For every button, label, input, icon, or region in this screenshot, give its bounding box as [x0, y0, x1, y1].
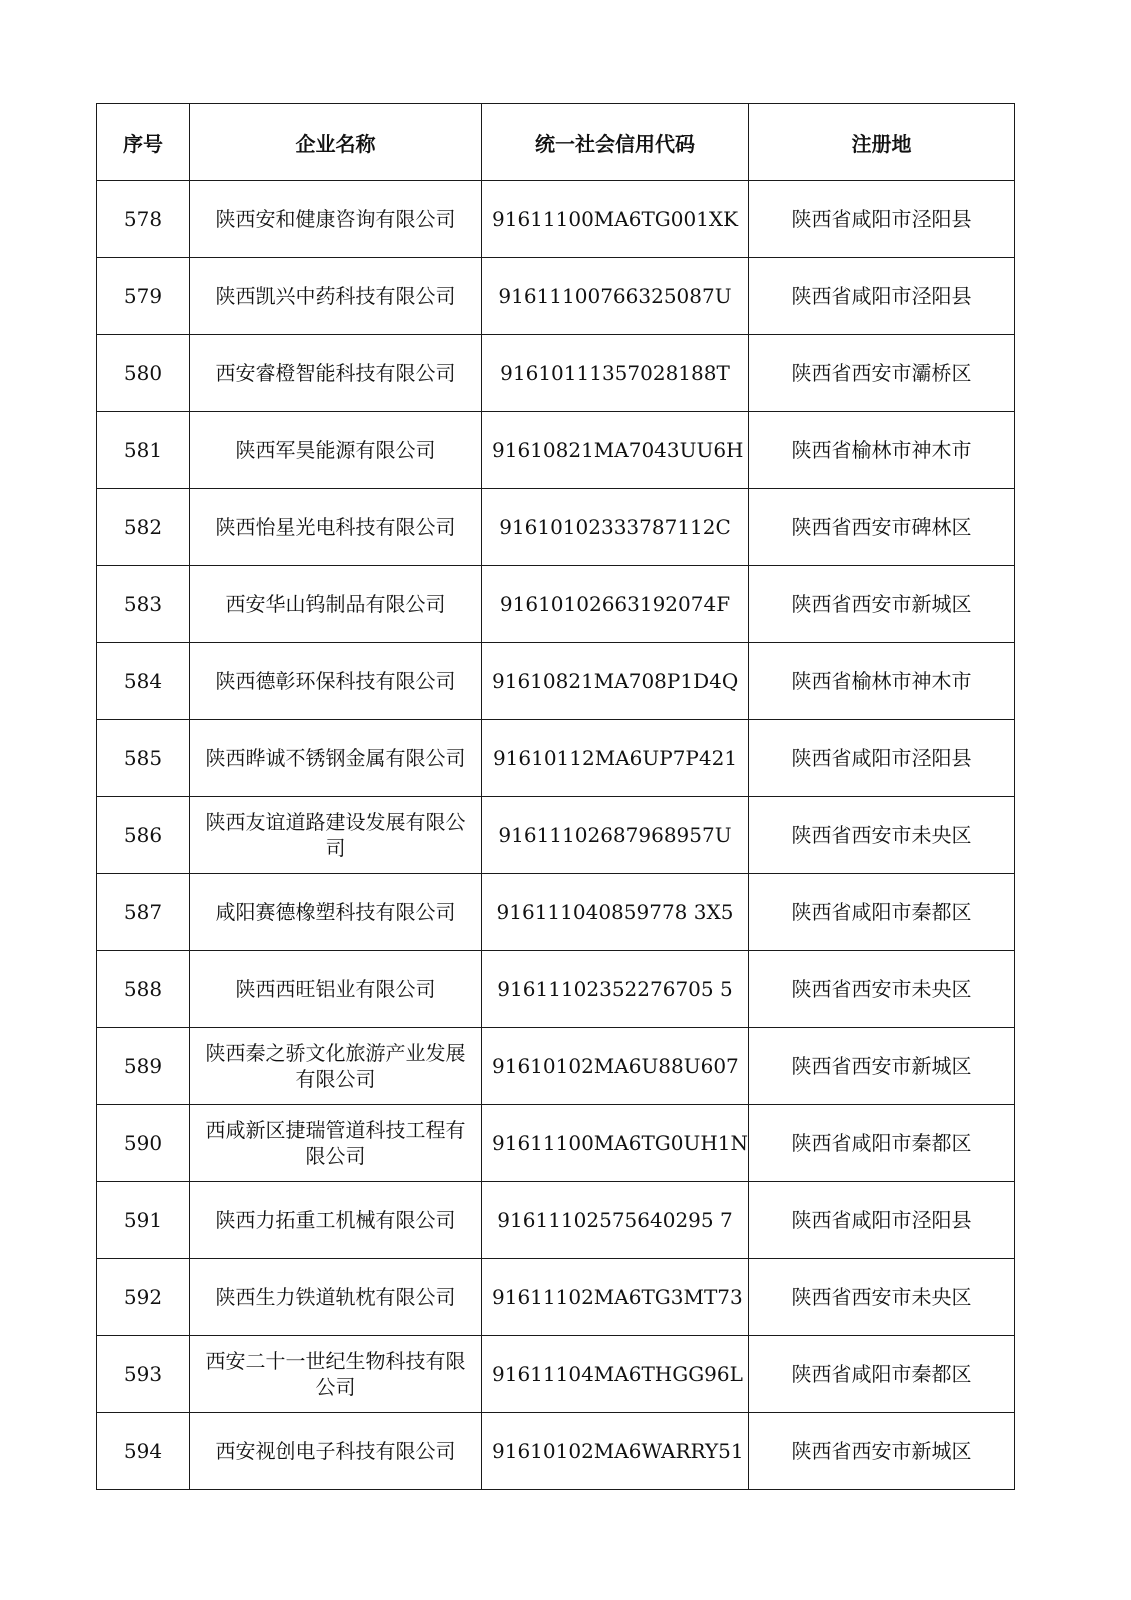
registered-place-cell: 陕西省咸阳市泾阳县	[749, 720, 1015, 797]
credit-code-cell: 91611100766325087U	[482, 258, 749, 335]
table-row	[97, 566, 1015, 643]
table-row	[97, 335, 1015, 412]
company-name-cell: 西咸新区捷瑞管道科技工程有限公司	[190, 1105, 482, 1182]
serial-number-cell: 581	[97, 412, 190, 489]
registered-place-cell: 陕西省咸阳市秦都区	[749, 874, 1015, 951]
credit-code-cell: 91610821MA7043UU6H	[482, 412, 749, 489]
serial-number-cell: 584	[97, 643, 190, 720]
serial-number-cell: 590	[97, 1105, 190, 1182]
table-row	[97, 797, 1015, 874]
company-name-cell: 陕西军昊能源有限公司	[190, 412, 482, 489]
serial-number-cell: 580	[97, 335, 190, 412]
table-row	[97, 643, 1015, 720]
company-name-cell: 陕西安和健康咨询有限公司	[190, 181, 482, 258]
serial-number-cell: 578	[97, 181, 190, 258]
registered-place-cell: 陕西省西安市未央区	[749, 797, 1015, 874]
credit-code-cell: 91610102MA6U88U607	[482, 1028, 749, 1105]
table-row	[97, 412, 1015, 489]
registered-place-cell: 陕西省西安市新城区	[749, 566, 1015, 643]
serial-number-cell: 583	[97, 566, 190, 643]
table-row	[97, 1259, 1015, 1336]
registered-place-cell: 陕西省西安市新城区	[749, 1413, 1015, 1490]
company-name-cell: 陕西德彰环保科技有限公司	[190, 643, 482, 720]
table-row	[97, 1182, 1015, 1259]
serial-number-cell: 586	[97, 797, 190, 874]
registered-place-cell: 陕西省咸阳市秦都区	[749, 1105, 1015, 1182]
table-row	[97, 720, 1015, 797]
serial-number-cell: 579	[97, 258, 190, 335]
credit-code-cell: 91610102MA6WARRY51	[482, 1413, 749, 1490]
credit-code-cell: 91611102352276705 5	[482, 951, 749, 1028]
table-row	[97, 181, 1015, 258]
registered-place-cell: 陕西省西安市碑林区	[749, 489, 1015, 566]
company-name-cell: 陕西凯兴中药科技有限公司	[190, 258, 482, 335]
table-row	[97, 1336, 1015, 1413]
company-name-cell: 陕西怡星光电科技有限公司	[190, 489, 482, 566]
credit-code-cell: 91610111357028188T	[482, 335, 749, 412]
company-name-cell: 西安睿橙智能科技有限公司	[190, 335, 482, 412]
serial-number-cell: 587	[97, 874, 190, 951]
credit-code-cell: 91611102MA6TG3MT73	[482, 1259, 749, 1336]
company-name-cell: 西安二十一世纪生物科技有限公司	[190, 1336, 482, 1413]
company-name-cell: 陕西晔诚不锈钢金属有限公司	[190, 720, 482, 797]
credit-code-cell: 91610102663192074F	[482, 566, 749, 643]
table-row	[97, 1105, 1015, 1182]
credit-code-cell: 91611102575640295 7	[482, 1182, 749, 1259]
serial-number-cell: 589	[97, 1028, 190, 1105]
credit-code-cell: 91611100MA6TG001XK	[482, 181, 749, 258]
registered-place-cell: 陕西省榆林市神木市	[749, 643, 1015, 720]
header-company-name: 企业名称	[190, 104, 482, 181]
table-row	[97, 951, 1015, 1028]
company-name-cell: 陕西友谊道路建设发展有限公司	[190, 797, 482, 874]
company-name-cell: 陕西力拓重工机械有限公司	[190, 1182, 482, 1259]
company-name-cell: 陕西西旺铝业有限公司	[190, 951, 482, 1028]
registered-place-cell: 陕西省西安市未央区	[749, 1259, 1015, 1336]
enterprise-registry-table	[96, 103, 1015, 1490]
credit-code-cell: 91611102687968957U	[482, 797, 749, 874]
table-row	[97, 1028, 1015, 1105]
credit-code-cell: 91610112MA6UP7P421	[482, 720, 749, 797]
credit-code-cell: 91610102333787112C	[482, 489, 749, 566]
serial-number-cell: 594	[97, 1413, 190, 1490]
serial-number-cell: 582	[97, 489, 190, 566]
header-credit-code: 统一社会信用代码	[482, 104, 749, 181]
registered-place-cell: 陕西省咸阳市泾阳县	[749, 1182, 1015, 1259]
registered-place-cell: 陕西省咸阳市泾阳县	[749, 181, 1015, 258]
company-name-cell: 西安华山钨制品有限公司	[190, 566, 482, 643]
serial-number-cell: 593	[97, 1336, 190, 1413]
serial-number-cell: 585	[97, 720, 190, 797]
header-serial-number: 序号	[97, 104, 190, 181]
company-name-cell: 咸阳赛德橡塑科技有限公司	[190, 874, 482, 951]
credit-code-cell: 91611104MA6THGG96L	[482, 1336, 749, 1413]
credit-code-cell: 916111040859778 3X5	[482, 874, 749, 951]
table-row	[97, 874, 1015, 951]
serial-number-cell: 591	[97, 1182, 190, 1259]
credit-code-cell: 91610821MA708P1D4Q	[482, 643, 749, 720]
company-name-cell: 陕西生力铁道轨枕有限公司	[190, 1259, 482, 1336]
table-row	[97, 1413, 1015, 1490]
company-name-cell: 陕西秦之骄文化旅游产业发展有限公司	[190, 1028, 482, 1105]
registered-place-cell: 陕西省西安市未央区	[749, 951, 1015, 1028]
registered-place-cell: 陕西省榆林市神木市	[749, 412, 1015, 489]
company-name-cell: 西安视创电子科技有限公司	[190, 1413, 482, 1490]
table-header-row	[97, 104, 1015, 181]
registered-place-cell: 陕西省西安市灞桥区	[749, 335, 1015, 412]
registered-place-cell: 陕西省咸阳市秦都区	[749, 1336, 1015, 1413]
serial-number-cell: 592	[97, 1259, 190, 1336]
registered-place-cell: 陕西省西安市新城区	[749, 1028, 1015, 1105]
header-registered-place: 注册地	[749, 104, 1015, 181]
serial-number-cell: 588	[97, 951, 190, 1028]
table-row	[97, 489, 1015, 566]
table-row	[97, 258, 1015, 335]
credit-code-cell: 91611100MA6TG0UH1N	[482, 1105, 749, 1182]
registered-place-cell: 陕西省咸阳市泾阳县	[749, 258, 1015, 335]
